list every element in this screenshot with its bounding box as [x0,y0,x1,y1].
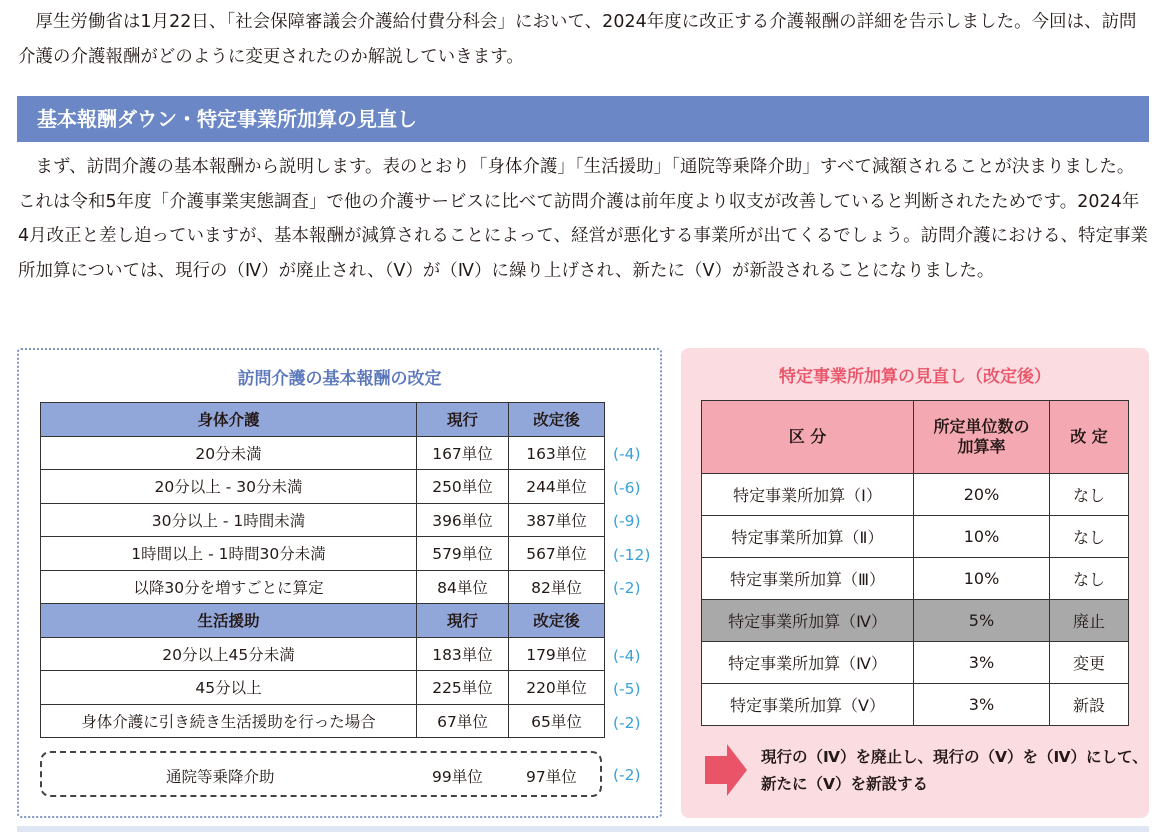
row-label: 身体介護に引き続き生活援助を行った場合 [41,704,417,738]
header-cell: 改 定 [1050,401,1129,474]
row-name: 特定事業所加算（Ⅲ） [702,558,914,600]
diff-value: (-5) [613,680,641,698]
specific-addition-panel [681,348,1149,818]
row-revised: 163単位 [509,436,605,470]
row-label: 20分以上 - 30分未満 [41,470,417,504]
row-label: 30分以上 - 1時間未満 [41,503,417,537]
diff-value: (-4) [613,445,641,463]
row-rate: 20% [914,474,1050,516]
change-note [761,744,1148,798]
row-name: 特定事業所加算（Ⅰ） [702,474,914,516]
header-cell: 現行 [417,604,509,638]
table-row [41,537,605,571]
transit-revised: 97単位 [526,768,577,786]
header-cell: 生活援助 [41,604,417,638]
transit-box [40,751,602,797]
header-line: 所定単位数の [933,417,1030,436]
note-line: 現行の（Ⅳ）を廃止し、現行の（Ⅴ）を（Ⅳ）にして、 [761,748,1148,766]
row-rate: 10% [914,558,1050,600]
header-cell: 身体介護 [41,403,417,437]
table-row [41,704,605,738]
base-fee-panel [17,348,662,818]
specific-addition-table [701,400,1129,726]
row-name: 特定事業所加算（Ⅳ） [702,600,914,642]
row-rate: 3% [914,684,1050,726]
row-current: 396単位 [417,503,509,537]
header-cell: 区 分 [702,401,914,474]
diff-value: (-2) [613,766,641,784]
table-row [702,684,1129,726]
row-current: 67単位 [417,704,509,738]
row-revised: 65単位 [509,704,605,738]
row-change: なし [1050,474,1129,516]
header-cell: 改定後 [509,604,605,638]
row-revised: 220単位 [509,671,605,705]
row-change: 新設 [1050,684,1129,726]
row-current: 250単位 [417,470,509,504]
table-row [41,671,605,705]
transit-current: 99単位 [432,768,483,786]
row-name: 特定事業所加算（Ⅴ） [702,684,914,726]
diff-value: (-12) [613,546,651,564]
row-label: 以降30分を増すごとに算定 [41,570,417,604]
base-fee-table [40,402,605,738]
body-paragraph: まず、訪問介護の基本報酬から説明します。表のとおり「身体介護」「生活援助」「通院等乗降介助」すべて減額されることが決まりました。これは令和5年度「介護事業実態調査」で他の介護サービスに比べて訪問介護は前年度より収支が改善していると判断されたためです。2024年4月改正と差し迫っていますが、基本報酬が減算されることによって、経営が悪化する事業所が出てくるでしょう。訪問介護における、特定事業所加算については、現行の（Ⅳ）が廃止され、（Ⅴ）が（Ⅳ）に繰り上げされ、新たに（Ⅴ）が新設されることになりました。 [18,157,1149,281]
note-line: 新たに（Ⅴ）を新設する [761,775,928,793]
table-row [41,503,605,537]
table-header-row [702,401,1129,474]
row-current: 183単位 [417,637,509,671]
table-row [702,558,1129,600]
header-cell [914,401,1050,474]
table-header-row [41,403,605,437]
table-row [41,637,605,671]
header-cell: 改定後 [509,403,605,437]
diff-value: (-9) [613,512,641,530]
row-current: 167単位 [417,436,509,470]
table-row [702,642,1129,684]
row-change: なし [1050,516,1129,558]
table-row [702,516,1129,558]
transit-label: 通院等乗降介助 [166,768,275,786]
row-revised: 387単位 [509,503,605,537]
row-revised: 244単位 [509,470,605,504]
row-rate: 3% [914,642,1050,684]
table-row [702,474,1129,516]
row-rate: 10% [914,516,1050,558]
bottom-strip [17,826,1149,832]
row-label: 45分以上 [41,671,417,705]
row-name: 特定事業所加算（Ⅳ） [702,642,914,684]
intro-paragraph: 厚生労働省は1月22日、「社会保障審議会介護給付費分科会」において、2024年度に改正する介護報酬の詳細を告示しました。今回は、訪問介護の介護報酬がどのように変更されたのか解説していきます。 [18,12,1137,67]
row-revised: 179単位 [509,637,605,671]
row-rate: 5% [914,600,1050,642]
base-fee-title: 訪問介護の基本報酬の改定 [237,369,442,389]
row-name: 特定事業所加算（Ⅱ） [702,516,914,558]
row-current: 225単位 [417,671,509,705]
row-label: 1時間以上 - 1時間30分未満 [41,537,417,571]
table-header-row [41,604,605,638]
header-line: 加算率 [957,437,1006,456]
row-label: 20分以上45分未満 [41,637,417,671]
row-change: 廃止 [1050,600,1129,642]
row-revised: 82単位 [509,570,605,604]
row-change: なし [1050,558,1129,600]
section-title: 基本報酬ダウン・特定事業所加算の見直し [17,96,1149,142]
diff-value: (-6) [613,479,641,497]
diff-value: (-2) [613,579,641,597]
header-cell: 現行 [417,403,509,437]
table-row [41,436,605,470]
diff-value: (-4) [613,647,641,665]
row-current: 84単位 [417,570,509,604]
row-revised: 567単位 [509,537,605,571]
table-row-abolished [702,600,1129,642]
table-row [41,570,605,604]
arrow-right-icon [705,744,747,796]
diff-value: (-2) [613,714,641,732]
row-change: 変更 [1050,642,1129,684]
table-row [41,470,605,504]
row-current: 579単位 [417,537,509,571]
specific-addition-title: 特定事業所加算の見直し（改定後） [779,367,1051,387]
row-label: 20分未満 [41,436,417,470]
